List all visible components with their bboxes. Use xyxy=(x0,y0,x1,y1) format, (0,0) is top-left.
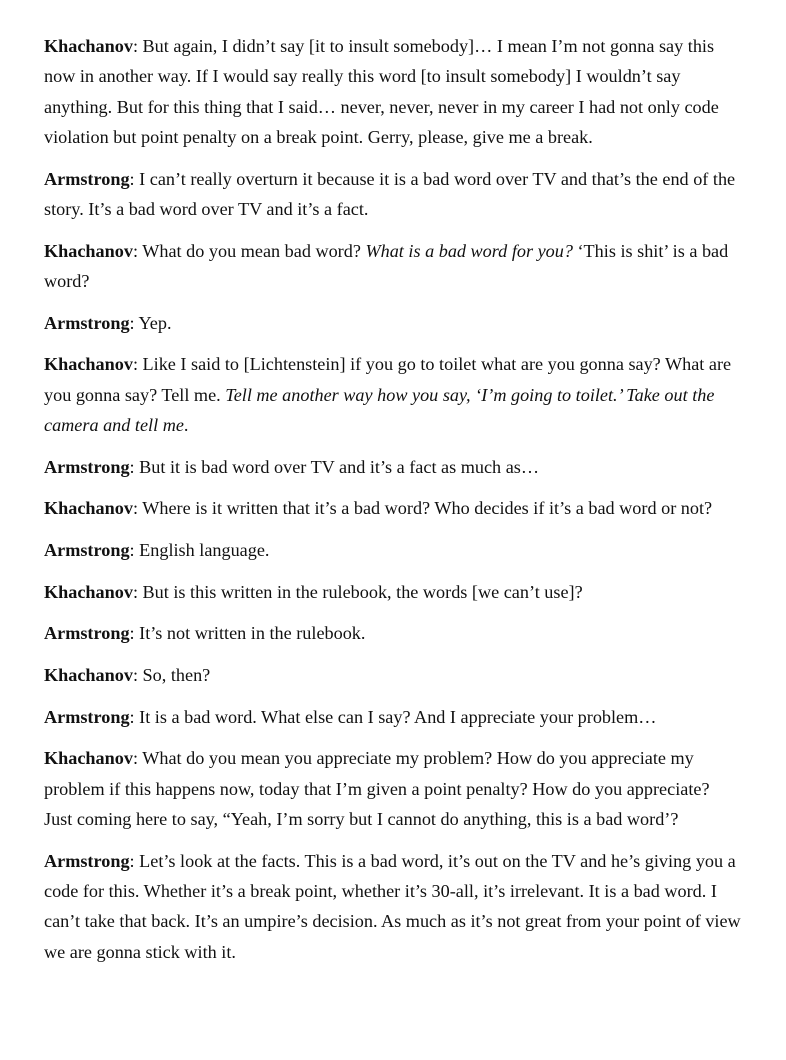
transcript-turn xyxy=(44,743,742,834)
utterance-text: : It is a bad word. What else can I say? And I appreciate your problem… xyxy=(129,706,657,727)
speaker-name: Armstrong xyxy=(44,168,130,189)
speaker-name: Khachanov xyxy=(44,498,133,519)
utterance-text: : Yep. xyxy=(129,312,172,333)
italic-text: What is a bad word for you? xyxy=(365,240,573,261)
utterance-text: : So, then? xyxy=(132,664,211,685)
utterance-text: : Let’s look at the facts. This is a bad word, it’s out on the TV and he’s giving you a code for this. Whether it’s a break point, whether it’s 30-all, it’s irrelevant. It is a bad word. I can’t take that back. It’s an umpire’s decision. As much as it’s not great from your point of view we are gonna stick with it. xyxy=(44,850,741,962)
transcript-turn xyxy=(44,452,742,482)
transcript-turn xyxy=(44,164,742,225)
speaker-name: Armstrong xyxy=(44,456,130,477)
transcript-turn xyxy=(44,31,742,152)
transcript-turn xyxy=(44,702,742,732)
transcript-turn xyxy=(44,535,742,565)
speaker-name: Armstrong xyxy=(44,623,130,644)
transcript-turn xyxy=(44,846,742,967)
utterance-text: . xyxy=(183,414,189,435)
utterance-text: : It’s not written in the rulebook. xyxy=(129,623,366,644)
speaker-name: Armstrong xyxy=(44,706,130,727)
transcript-turn xyxy=(44,493,742,523)
utterance-text: : Where is it written that it’s a bad word? Who decides if it’s a bad word or not? xyxy=(132,498,713,519)
transcript-turn xyxy=(44,618,742,648)
utterance-text: : But again, I didn’t say [it to insult somebody]… I mean I’m not gonna say this now in another way. If I would say really this word [to insult somebody] I wouldn’t say anything. But for this thing that I said… never, never, never in my career I had not only code violation but point penalty on a break point. Gerry, please, give me a break. xyxy=(44,36,719,147)
transcript-turn xyxy=(44,577,742,607)
italic-text: Tell me another way how you say, ‘I’m going to toilet.’ Take out the camera and tell me xyxy=(44,384,715,435)
utterance-text: : What do you mean bad word? xyxy=(132,240,366,261)
speaker-name: Armstrong xyxy=(44,312,130,333)
transcript-turn xyxy=(44,236,742,297)
utterance-text: : What do you mean you appreciate my problem? How do you appreciate my problem if this happens now, today that I’m given a point penalty? How do you appreciate? Just coming here to say, “Yeah, I’m sorry but I cannot do anything, this is a bad word’? xyxy=(44,748,710,829)
utterance-text: : I can’t really overturn it because it is a bad word over TV and that’s the end of the story. It’s a bad word over TV and it’s a fact. xyxy=(44,168,736,219)
transcript-turn xyxy=(44,349,742,440)
speaker-name: Khachanov xyxy=(44,581,133,602)
utterance-text: : English language. xyxy=(129,539,270,560)
transcript-turn xyxy=(44,308,742,338)
speaker-name: Khachanov xyxy=(44,240,133,261)
transcript-turn xyxy=(44,660,742,690)
speaker-name: Khachanov xyxy=(44,664,133,685)
speaker-name: Khachanov xyxy=(44,36,133,56)
utterance-text: ‘This is shit’ is a bad word? xyxy=(44,240,729,291)
utterance-text: : Like I said to [Lichtenstein] if you go to toilet what are you gonna say? What are you gonna say? Tell me. xyxy=(44,354,732,405)
speaker-name: Armstrong xyxy=(44,539,130,560)
speaker-name: Armstrong xyxy=(44,850,130,871)
speaker-name: Khachanov xyxy=(44,748,133,769)
utterance-text: : But it is bad word over TV and it’s a fact as much as… xyxy=(129,456,540,477)
utterance-text: : But is this written in the rulebook, the words [we can’t use]? xyxy=(132,581,583,602)
speaker-name: Khachanov xyxy=(44,354,133,375)
